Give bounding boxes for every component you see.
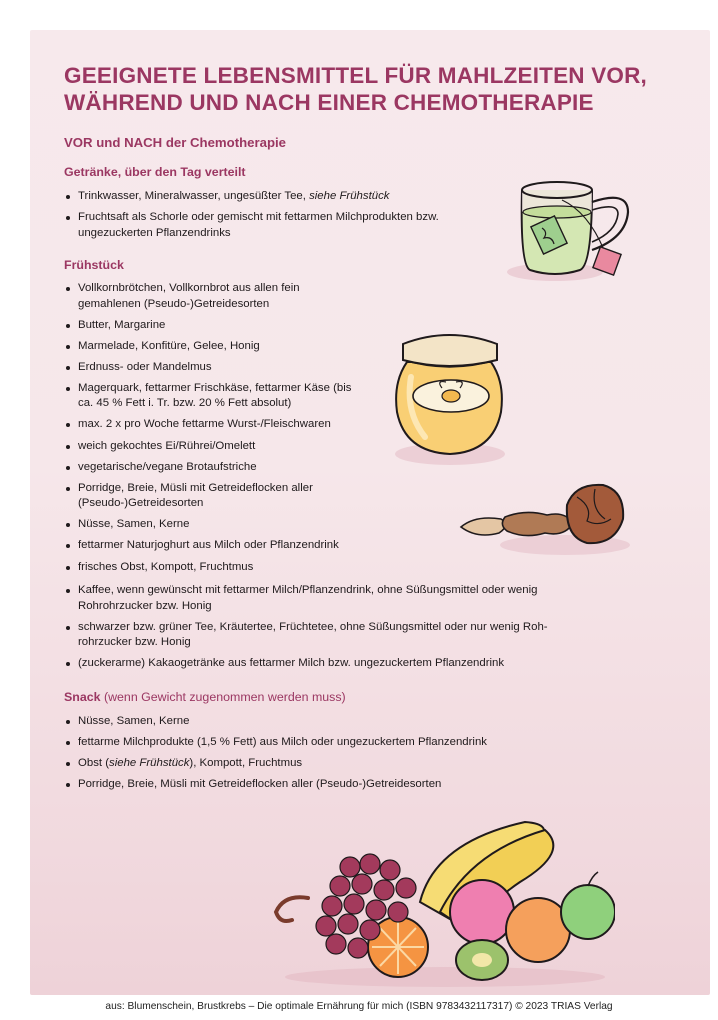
page-title <box>64 62 684 116</box>
list-item: fettarmer Naturjoghurt aus Milch oder Pflanzendrink <box>64 538 364 554</box>
section-heading: VOR und NACH der Chemotherapie <box>64 135 287 150</box>
breakfast-list-b <box>64 583 584 677</box>
breakfast-heading: Frühstück <box>64 258 124 272</box>
breakfast-list-a <box>64 281 364 581</box>
snack-heading: Snack (wenn Gewicht zugenommen werden muss) <box>64 690 346 704</box>
tea-cup-illustration <box>500 150 650 290</box>
title-line-2: WÄHREND UND NACH EINER CHEMOTHERAPIE <box>64 90 594 115</box>
list-item: Nüsse, Samen, Kerne <box>64 714 624 730</box>
list-item: Magerquark, fettarmer Frischkäse, fettarmer Käse (bis ca. 45 % Fett i. Tr. bzw. 20 % Fett absolut) <box>64 381 364 412</box>
list-item: Erdnuss- oder Mandelmus <box>64 360 364 376</box>
list-item: frisches Obst, Kompott, Fruchtmus <box>64 560 364 576</box>
footer-citation: aus: Blumenschein, Brustkrebs – Die optimale Ernährung für mich (ISBN 9783432117317) © 2023 TRIAS Verlag <box>105 1001 613 1012</box>
list-item: Kaffee, wenn gewünscht mit fettarmer Milch/Pflanzendrink, ohne Süßungsmittel oder wenig Rohrohrzucker bzw. Honig <box>64 583 584 614</box>
title-line-1: GEEIGNETE LEBENSMITTEL FÜR MAHLZEITEN VOR, <box>64 63 648 88</box>
list-item: Trinkwasser, Mineralwasser, ungesüßter Tee, siehe Frühstück <box>64 189 484 205</box>
list-item: Marmelade, Konfitüre, Gelee, Honig <box>64 339 364 355</box>
list-item: Butter, Margarine <box>64 318 364 334</box>
list-item: max. 2 x pro Woche fettarme Wurst-/Fleischwaren <box>64 417 364 433</box>
list-item: schwarzer bzw. grüner Tee, Kräutertee, Früchtetee, ohne Süßungsmittel oder nur wenig Roh- rohrzucker bzw. Honig <box>64 620 584 651</box>
snack-list <box>64 714 624 798</box>
nuts-illustration <box>455 475 635 560</box>
fruits-illustration <box>270 812 615 990</box>
drinks-heading: Getränke, über den Tag verteilt <box>64 165 246 179</box>
list-item: Obst (siehe Frühstück), Kompott, Fruchtmus <box>64 756 624 772</box>
list-item: Vollkornbrötchen, Vollkornbrot aus allen fein gemahlenen (Pseudo-)Getreidesorten <box>64 281 364 312</box>
list-item: (zuckerarme) Kakaogetränke aus fettarmer Milch bzw. ungezuckertem Pflanzendrink <box>64 656 584 672</box>
list-item: Nüsse, Samen, Kerne <box>64 517 364 533</box>
honey-jar-illustration <box>385 322 525 470</box>
list-item: weich gekochtes Ei/Rührei/Omelett <box>64 439 364 455</box>
list-item: fettarme Milchprodukte (1,5 % Fett) aus Milch oder ungezuckertem Pflanzendrink <box>64 735 624 751</box>
list-item: Porridge, Breie, Müsli mit Getreideflocken aller (Pseudo-)Getreidesorten <box>64 777 624 793</box>
list-item: Porridge, Breie, Müsli mit Getreideflocken aller (Pseudo-)Getreidesorten <box>64 481 364 512</box>
list-item: Fruchtsaft als Schorle oder gemischt mit fettarmen Milchprodukten bzw. ungezuckerten Pflanzendrinks <box>64 210 484 241</box>
drinks-list <box>64 189 484 247</box>
list-item: vegetarische/vegane Brotaufstriche <box>64 460 364 476</box>
